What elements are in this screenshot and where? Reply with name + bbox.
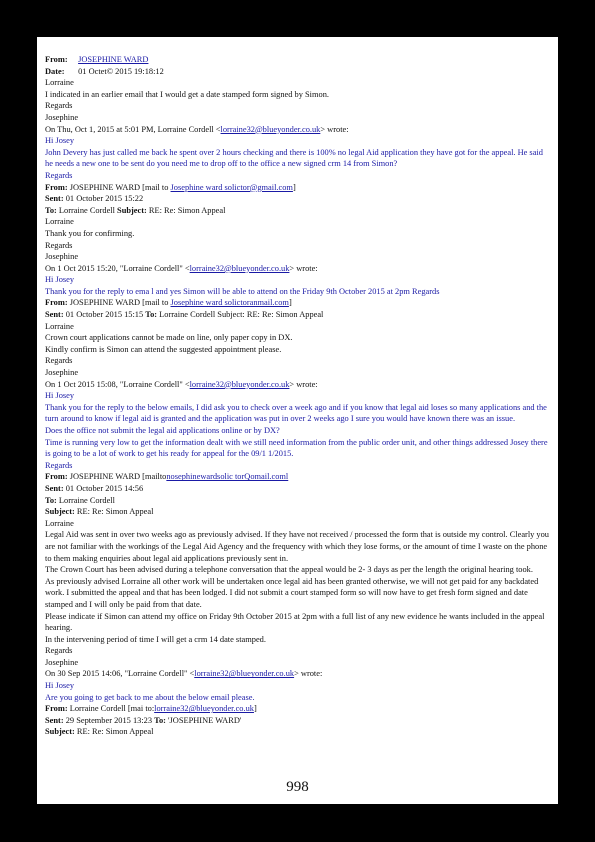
page-number: 998	[286, 779, 309, 795]
field-label: Sent:	[45, 483, 64, 493]
line-text: Hi Josey	[45, 136, 75, 146]
line-text: Legal Aid was sent in over two weeks ago as previously advised. If they have not received / processed the form that is outside my control. Clearly you are not familiar with the workings of the Legal Aid Agency and the frequency with which they lose forms, or the amount of time I waste on the phone to them making enquiries about legal aid applications previously sent in.	[45, 530, 549, 563]
line-text: Kindly confirm is Simon can attend the suggested appointment please.	[45, 344, 282, 354]
line-text: RE: Re: Simon Appeal	[74, 727, 154, 737]
line-text: Lorraine	[45, 518, 74, 528]
message-line	[45, 112, 551, 124]
message-line	[45, 321, 551, 333]
line-text: On 1 Oct 2015 15:20, "Lorraine Cordell" <	[45, 263, 190, 273]
line-text: Are you going to get back to me about the below email please.	[45, 692, 255, 702]
date-label: Date:	[45, 66, 65, 76]
line-text: Please indicate if Simon can attend my office on Friday 9th October 2015 at 2pm with a full list of any new evidence he wants included in the appeal hearing.	[45, 611, 545, 633]
line-text: On Thu, Oct 1, 2015 at 5:01 PM, Lorraine Cordell <	[45, 124, 221, 134]
field-label: Sent:	[45, 310, 64, 320]
email-link[interactable]: lorraine32@blueyonder.co.uk	[154, 704, 254, 714]
message-line	[45, 611, 551, 634]
line-text: Lorraine Cordell	[56, 495, 115, 505]
message-line	[45, 77, 551, 89]
message-line	[45, 668, 551, 680]
line-text: Lorraine	[45, 217, 74, 227]
document-page	[37, 37, 558, 804]
message-line	[45, 657, 551, 669]
message-line	[45, 692, 551, 704]
field-label: To:	[45, 205, 57, 215]
line-text: Regards	[45, 646, 73, 656]
message-line	[45, 147, 551, 170]
message-line	[45, 193, 551, 205]
line-text: JOSEPHINE WARD [mail to	[67, 182, 171, 192]
line-text: ]	[288, 298, 292, 308]
message-line	[45, 529, 551, 564]
field-label: Subject:	[117, 205, 147, 215]
email-link[interactable]: Josephine ward solictoranmail.com	[170, 298, 289, 308]
message-line	[45, 263, 551, 275]
field-label: From:	[45, 704, 68, 714]
message-line	[45, 89, 551, 101]
line-text: Josephine	[45, 657, 79, 667]
line-text: 01 October 2015 15:22	[63, 194, 144, 204]
line-text: 01 October 2015 15:15	[63, 310, 146, 320]
line-text: 29 September 2015 13:23	[63, 715, 155, 725]
line-text: Lorraine Cordell Subject: RE: Re: Simon Appeal	[157, 310, 324, 320]
message-line	[45, 170, 551, 182]
header-date-row	[45, 66, 551, 78]
line-text: In the intervening period of time I will get a crm 14 date stamped.	[45, 634, 266, 644]
message-line	[45, 425, 551, 437]
date-value: 01 Octet© 2015 19:18:12	[78, 66, 164, 76]
line-text: John Devery has just called me back he spent over 2 hours checking and there is 100% no legal Aid application they have got for the appeal. He said he needs a new one to be sent do you need me to drop off to the office a new signed crm 14 from Simon?	[45, 147, 543, 169]
line-text: Thank you for confirming.	[45, 228, 135, 238]
message-line	[45, 726, 551, 738]
line-text: > wrote:	[320, 124, 349, 134]
line-text: On 30 Sep 2015 14:06, "Lorraine Cordell" <	[45, 669, 195, 679]
line-text: Lorraine	[45, 78, 74, 88]
message-line	[45, 437, 551, 460]
line-text: Hi Josey	[45, 391, 75, 401]
message-line	[45, 124, 551, 136]
from-sender-link[interactable]: JOSEPHINE WARD	[78, 55, 149, 64]
message-line	[45, 390, 551, 402]
line-text: I indicated in an earlier email that I would get a date stamped form signed by Simon.	[45, 89, 329, 99]
line-text: Josephine	[45, 368, 79, 378]
line-text: Crown court applications cannot be made on line, only paper copy in DX.	[45, 333, 293, 343]
line-text: Josephine	[45, 252, 79, 262]
email-link[interactable]: lorraine32@blueyonder.co.uk	[220, 124, 321, 134]
field-label: Subject:	[45, 507, 75, 517]
field-label: To:	[145, 310, 158, 320]
message-line	[45, 460, 551, 472]
message-line	[45, 251, 551, 263]
field-label: Subject:	[45, 727, 75, 737]
line-text: On 1 Oct 2015 15:08, "Lorraine Cordell" <	[45, 379, 190, 389]
message-line	[45, 100, 551, 112]
message-line	[45, 680, 551, 692]
line-text: Does the office not submit the legal aid applications online or by DX?	[45, 426, 280, 435]
message-line	[45, 564, 551, 576]
line-text: Josephine	[45, 112, 79, 122]
message-line	[45, 483, 551, 495]
field-label: To:	[45, 495, 57, 505]
line-text: JOSEPHINE WARD [mail to	[67, 298, 171, 308]
message-line	[45, 344, 551, 356]
line-text: Thank you for the reply to ema l and yes Simon will be able to attend on the Friday 9th October 2015 at 2pm Regards	[45, 286, 440, 296]
message-line	[45, 274, 551, 286]
message-line	[45, 205, 551, 217]
line-text: Lorraine Cordell	[56, 205, 118, 215]
message-line	[45, 182, 551, 194]
message-line	[45, 135, 551, 147]
message-line	[45, 634, 551, 646]
email-link[interactable]: lorraine32@blueyonder.co.uk	[194, 669, 295, 679]
line-text: Lorraine	[45, 321, 74, 331]
line-text: Thank you for the reply to the below emails, I did ask you to check over a week ago and if you know that legal aid loses so many applications and the turn around to know if legal aid is granted and the application was put in over 2 weeks ago I sure you would have known there was an issue.	[45, 402, 547, 424]
from-label: From:	[45, 55, 68, 64]
message-line	[45, 506, 551, 518]
email-link[interactable]: nosephinewardsolic torQomail.coml	[166, 472, 289, 482]
line-text: ]	[253, 704, 257, 714]
message-line	[45, 379, 551, 391]
line-text: ]	[292, 182, 296, 192]
line-text: As previously advised Lorraine all other work will be undertaken once legal aid has been granted otherwise, we will not get paid for any backdated work. I submitted the appeal and that has been lodged. I did not submit a court stamped form so will now have to get fresh form signed and date stamped and I will only be paid from that date.	[45, 576, 539, 609]
message-line	[45, 576, 551, 611]
email-link[interactable]: lorraine32@blueyonder.co.uk	[189, 379, 290, 389]
header-from-row	[45, 54, 551, 66]
line-text: Lorraine Cordell [mai to:	[67, 704, 155, 714]
message-line	[45, 309, 551, 321]
line-text: Regards	[45, 170, 73, 180]
message-line	[45, 645, 551, 657]
line-text: JOSEPHINE WARD [mailto	[67, 472, 167, 482]
line-text: Regards	[45, 240, 73, 250]
message-line	[45, 216, 551, 228]
message-line	[45, 286, 551, 298]
field-label: From:	[45, 182, 68, 192]
line-text: Hi Josey	[45, 681, 75, 691]
field-label: From:	[45, 298, 68, 308]
field-label: Sent:	[45, 194, 64, 204]
line-text: 01 October 2015 14:56	[63, 483, 144, 493]
line-text: 'JOSEPHINE WARD'	[165, 715, 242, 725]
line-text: > wrote:	[289, 263, 318, 273]
line-text: RE: Re: Simon Appeal	[74, 507, 154, 517]
message-line	[45, 495, 551, 507]
field-label: Sent:	[45, 715, 64, 725]
message-line	[45, 355, 551, 367]
message-lines	[45, 77, 551, 738]
message-line	[45, 471, 551, 483]
line-text: Time is running very low to get the information dealt with we still need information from the public order unit, and other things addressed Josey there is going to be a lot of work to get his ready for appeal for the 09/1 1/2015.	[45, 437, 548, 459]
line-text: Regards	[45, 101, 73, 111]
email-link[interactable]: lorraine32@blueyonder.co.uk	[189, 263, 290, 273]
message-line	[45, 715, 551, 727]
message-line	[45, 703, 551, 715]
line-text: RE: Re: Simon Appeal	[146, 205, 226, 215]
line-text: The Crown Court has been advised during a telephone conversation that the appeal would be 2- 3 days as per the length the original hearing took.	[45, 565, 533, 575]
message-line	[45, 228, 551, 240]
field-label: To:	[154, 715, 166, 725]
field-label: From:	[45, 472, 68, 482]
message-line	[45, 402, 551, 425]
line-text: Regards	[45, 460, 73, 470]
message-line	[45, 332, 551, 344]
message-line	[45, 297, 551, 309]
email-thread	[45, 54, 551, 738]
message-line	[45, 367, 551, 379]
message-line	[45, 240, 551, 252]
email-link[interactable]: Josephine ward solictor@gmail.com	[170, 182, 293, 192]
message-line	[45, 518, 551, 530]
line-text: > wrote:	[294, 669, 323, 679]
line-text: Hi Josey	[45, 275, 75, 285]
line-text: Regards	[45, 356, 73, 366]
line-text: > wrote:	[289, 379, 318, 389]
